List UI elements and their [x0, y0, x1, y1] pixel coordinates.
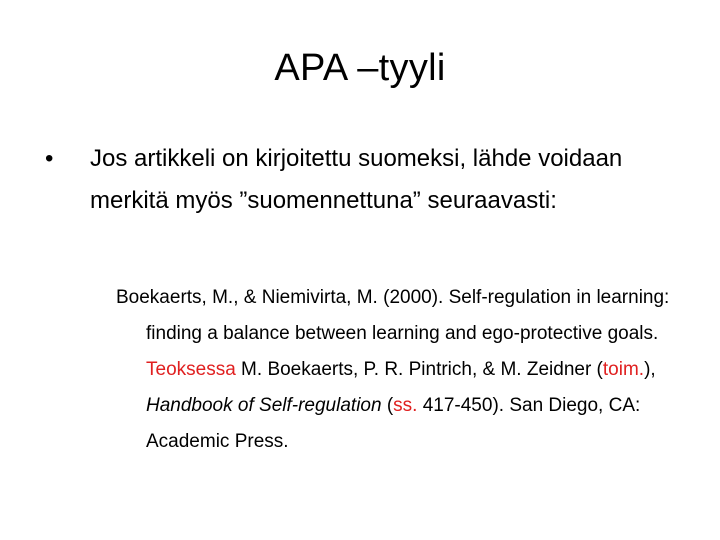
- reference-citation: [116, 280, 686, 460]
- slide-title: APA –tyyli: [274, 47, 446, 89]
- reference-pages-and-publisher: 417-450). San Diego, CA: Academic Press.: [146, 395, 641, 452]
- teoksessa-highlight: Teoksessa: [146, 359, 236, 380]
- ss-highlight: ss.: [393, 395, 418, 416]
- bullet-text: Jos artikkeli on kirjoitettu suomeksi, lähde voidaan merkitä myös ”suomennettuna” seuraavasti:: [90, 145, 623, 214]
- reference-paren-open: (: [381, 395, 394, 416]
- book-title: Handbook of Self-regulation: [146, 395, 382, 416]
- toim-highlight: toim.: [602, 359, 645, 380]
- reference-separator: ),: [644, 359, 656, 380]
- reference-authors-and-title: Boekaerts, M., & Niemivirta, M. (2000). Self-regulation in learning: finding a balance between learning and ego-protective goals.: [116, 287, 670, 344]
- reference-editors: M. Boekaerts, P. R. Pintrich, & M. Zeidner (: [235, 359, 603, 380]
- bullet-icon: •: [45, 145, 54, 172]
